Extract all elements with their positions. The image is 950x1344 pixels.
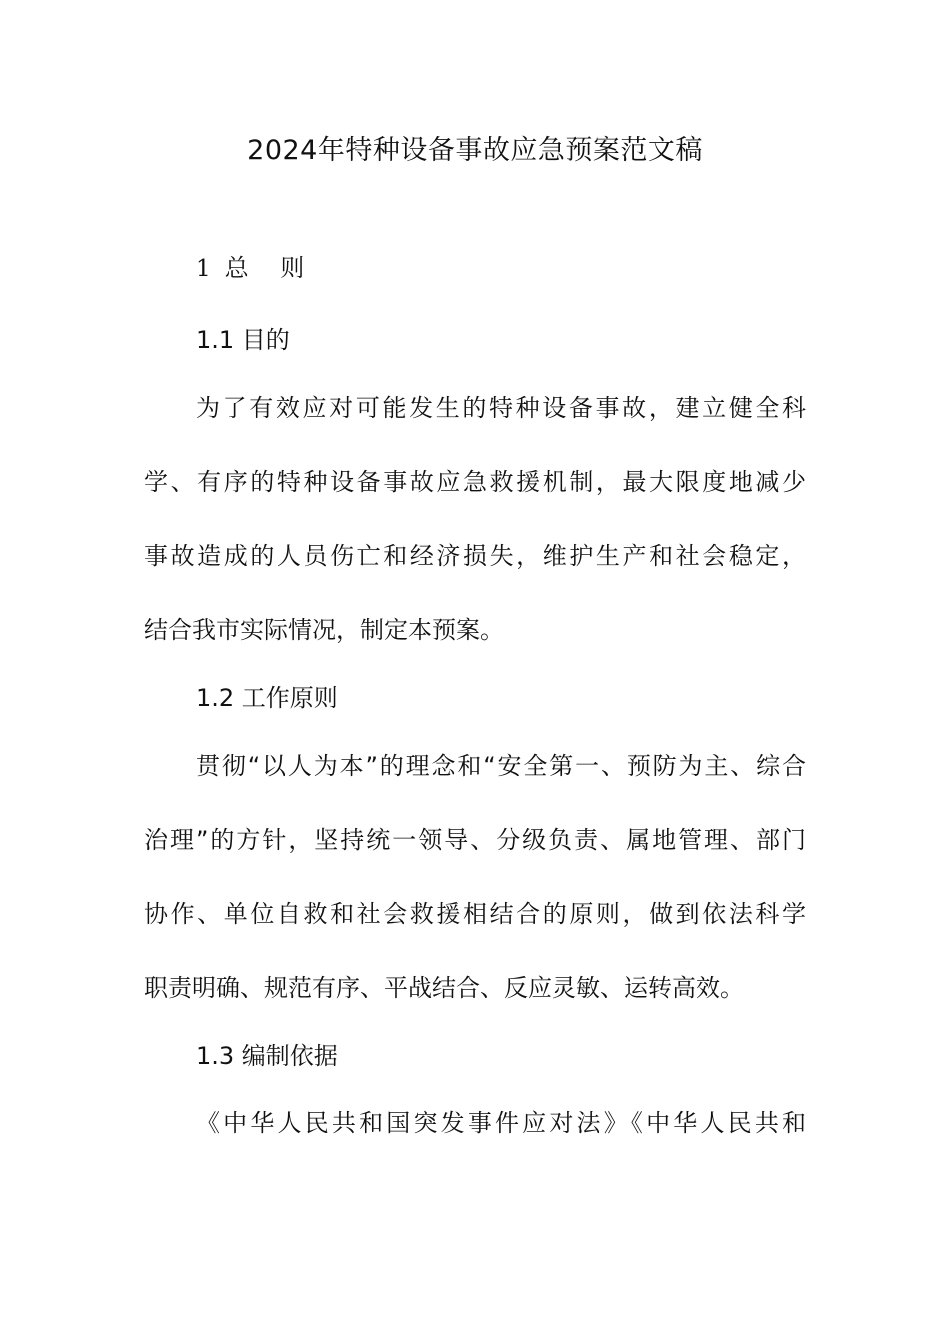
- section-title: 总 则: [224, 254, 317, 282]
- paragraph-line: 事故造成的人员伤亡和经济损失，维护生产和社会稳定，: [144, 542, 806, 570]
- paragraph-line: 学、有序的特种设备事故应急救援机制，最大限度地减少: [144, 468, 806, 496]
- document-title: 2024年特种设备事故应急预案范文稿: [247, 135, 703, 166]
- section-number: 1: [196, 256, 211, 282]
- paragraph-line: 治理”的方针，坚持统一领导、分级负责、属地管理、部门: [144, 826, 806, 854]
- paragraph-line: 为了有效应对可能发生的特种设备事故，建立健全科: [196, 394, 806, 422]
- section-heading-general: [196, 251, 316, 286]
- paragraph-line: 职责明确、规范有序、平战结合、反应灵敏、运转高效。: [144, 974, 744, 1002]
- paragraph-line: 《中华人民共和国突发事件应对法》《中华人民共和: [196, 1109, 806, 1137]
- subsection-heading-basis: 1.3 编制依据: [196, 1042, 338, 1070]
- subsection-heading-purpose: 1.1 目的: [196, 326, 290, 354]
- subsection-heading-principles: 1.2 工作原则: [196, 684, 338, 712]
- paragraph-line: 贯彻“以人为本”的理念和“安全第一、预防为主、综合: [196, 752, 806, 780]
- paragraph-line: 结合我市实际情况，制定本预案。: [144, 616, 504, 644]
- paragraph-line: 协作、单位自救和社会救援相结合的原则，做到依法科学: [144, 900, 806, 928]
